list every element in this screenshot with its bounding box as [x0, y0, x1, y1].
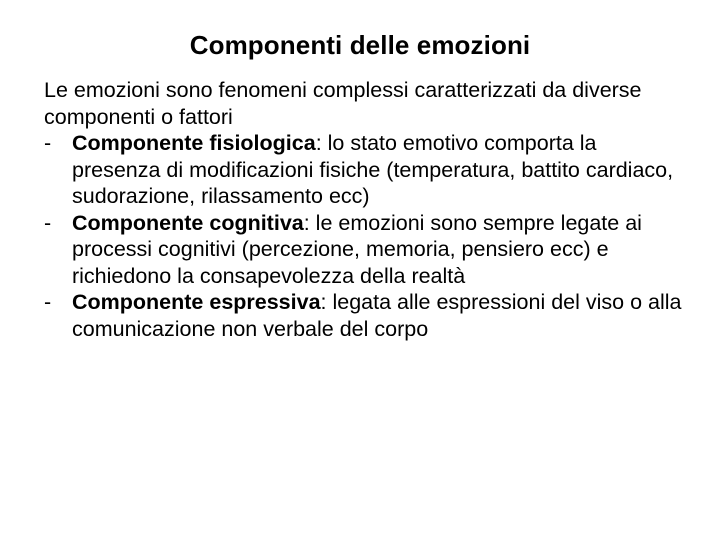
slide-title: Componenti delle emozioni [189, 30, 531, 60]
bullet-term: Componente cognitiva [72, 210, 304, 235]
bullet-marker: - [44, 131, 52, 155]
bullet-list [44, 130, 684, 342]
bullet-term: Componente fisiologica [72, 131, 316, 155]
bullet-text: : lo stato emotivo comporta la presenza di modificazioni fisiche (temperatura, battito cardiaco, sudorazione, rilassamento ecc) [72, 131, 674, 208]
bullet-term: Componente espressiva [72, 290, 321, 314]
slide-body [44, 77, 684, 342]
bullet-espressiva [44, 289, 684, 342]
bullet-marker: - [44, 210, 52, 235]
bullet-marker: - [44, 290, 52, 314]
bullet-text: : le emozioni sono sempre legate ai processi cognitivi (percezione, memoria, pensiero ecc) e richiedono la consapevolezza della realtà [72, 210, 642, 288]
bullet-fisiologica [44, 130, 684, 210]
bullet-cognitiva [44, 210, 684, 290]
bullet-text: : legata alle espressioni del viso o alla comunicazione non verbale del corpo [72, 290, 682, 341]
intro-text: Le emozioni sono fenomeni complessi caratterizzati da diverse componenti o fattori [44, 78, 642, 129]
